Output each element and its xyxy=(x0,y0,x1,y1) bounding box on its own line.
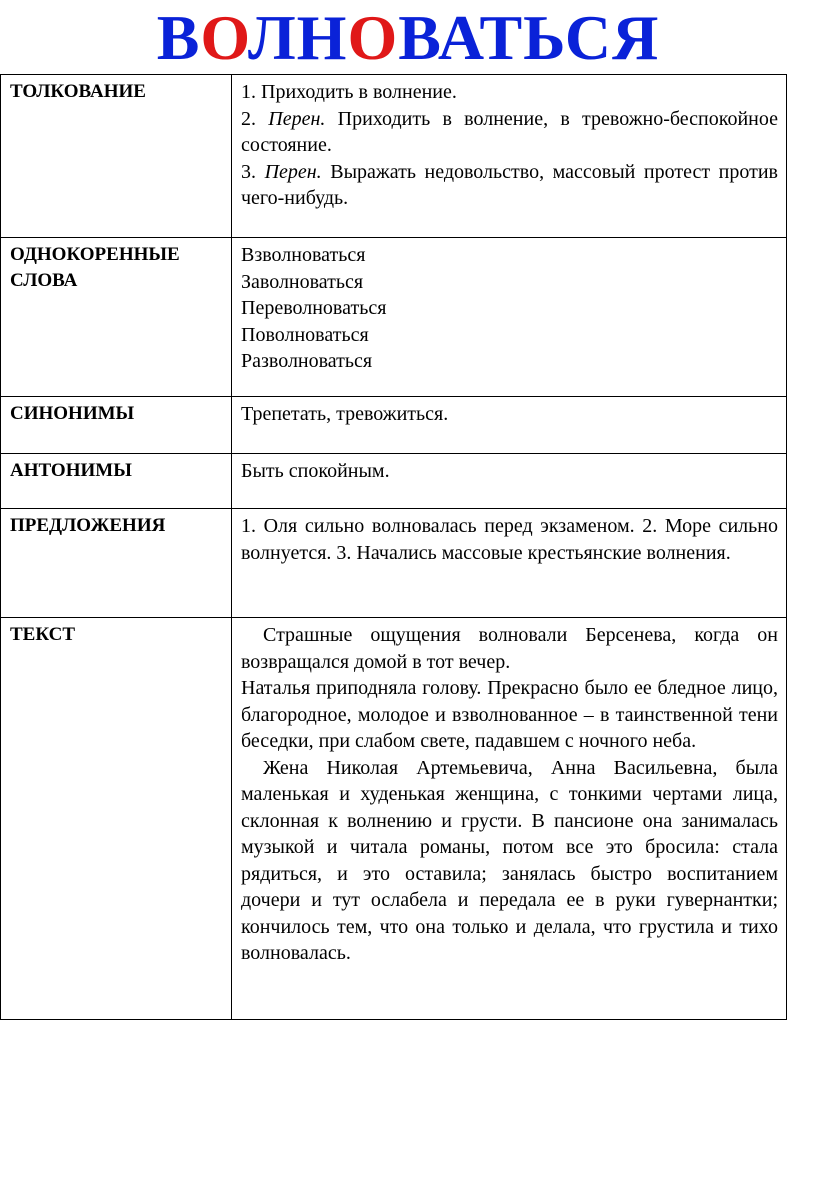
value-interpretation xyxy=(232,75,787,238)
text-paragraph: Жена Николая Артемьевича, Анна Васильевна, была маленькая и худенькая женщина, с тонкими чертами лица, склонная к волнению и грусти. В пансионе она занималась музыкой и читала романы, потом все это бросила: стала рядиться, и это оставила; занялась быстро воспитанием дочери и тут ослабела и передала ее в руки гувернантки; кончилось тем, что она только и делала, что грустила и тихо волновалась. xyxy=(241,756,778,964)
row-interpretation xyxy=(1,75,787,238)
text-paragraph: Страшные ощущения волновали Берсенева, когда он возвращался домой в тот вечер. xyxy=(241,624,778,673)
cognate-word: Заволноваться xyxy=(241,270,364,293)
label-cognates: ОДНОКОРЕННЫЕ СЛОВА xyxy=(1,238,232,397)
meaning-item xyxy=(241,79,778,106)
value-text xyxy=(232,618,787,1020)
word-study-table xyxy=(0,74,787,1020)
title-stressed-letter-2: О xyxy=(347,2,399,73)
meaning-item xyxy=(241,159,778,212)
label-interpretation: ТОЛКОВАНИЕ xyxy=(1,75,232,238)
value-sentences: 1. Оля сильно волновалась перед экзаменом. 2. Море сильно волнуется. 3. Начались массовые крестьянские волнения. xyxy=(232,509,787,618)
row-cognates xyxy=(1,238,787,397)
meaning-number: 2. xyxy=(241,107,256,130)
page-title xyxy=(0,2,816,74)
label-synonyms: СИНОНИМЫ xyxy=(1,397,232,454)
meaning-text: Приходить в волнение, в тревожно-беспокойное состояние. xyxy=(241,107,778,156)
label-sentences: ПРЕДЛОЖЕНИЯ xyxy=(1,509,232,618)
meaning-number: 1. xyxy=(241,81,256,103)
row-synonyms xyxy=(1,397,787,454)
cognate-word: Разволноваться xyxy=(241,350,373,372)
row-sentences xyxy=(1,509,787,618)
label-text: ТЕКСТ xyxy=(1,618,232,1020)
value-synonyms: Трепетать, тревожиться. xyxy=(232,397,787,454)
label-antonyms: АНТОНИМЫ xyxy=(1,454,232,509)
value-cognates xyxy=(232,238,787,397)
meaning-text: Выражать недовольство, массовый протест против чего-нибудь. xyxy=(241,160,778,209)
meaning-text: Приходить в волнение. xyxy=(261,81,457,103)
meaning-mark: Перен. xyxy=(264,160,322,183)
cognate-word: Взволноваться xyxy=(241,244,366,266)
text-paragraph: Наталья приподняла голову. Прекрасно было ее бледное лицо, благородное, молодое и взволнованное – в таинственной тени беседки, при слабом свете, падавшем с ночного неба. xyxy=(241,677,778,752)
row-text xyxy=(1,618,787,1020)
title-letter-3: ВАТЬСЯ xyxy=(398,2,660,73)
meaning-number: 3. xyxy=(241,160,256,183)
title-stressed-letter-1: О xyxy=(200,2,248,73)
cognate-word: Поволноваться xyxy=(241,323,369,346)
title-letter-2: ЛН xyxy=(247,2,348,73)
title-letter-1: В xyxy=(156,2,201,73)
meaning-item xyxy=(241,106,778,159)
row-antonyms xyxy=(1,454,787,509)
meaning-mark: Перен. xyxy=(268,107,326,130)
cognate-word: Переволноваться xyxy=(241,297,387,319)
value-antonyms: Быть спокойным. xyxy=(232,454,787,509)
